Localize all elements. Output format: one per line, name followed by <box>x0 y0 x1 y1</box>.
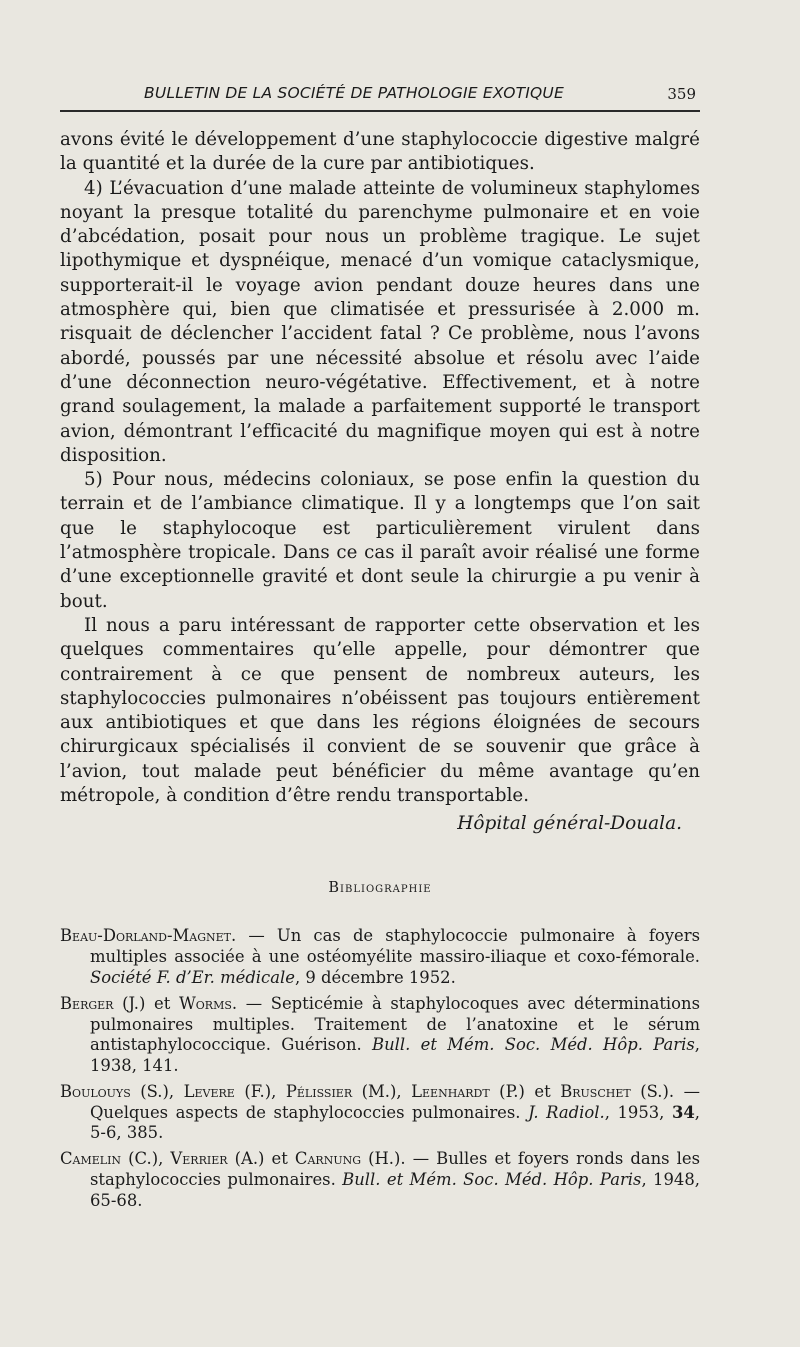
reference-author-initials: (M.), <box>352 1081 412 1101</box>
reference-author-initials: (J.) et <box>113 993 179 1013</box>
reference-title: — Septicémie à staphylocoques avec déterminations pulmonaires multiples. Traitement de l’anatoxine et le sérum antistaphylococcique. Guérison. <box>90 993 701 1055</box>
paragraph-4-evacuation: 4) L’évacuation d’une malade atteinte de volumineux staphylomes noyant la presque totalité du parenchyme pulmonaire et en voie d’abcédation, posait pour nous un problème tragique. Le sujet lipothymique et dyspnéique, menacé d’un vomique cataclysmique, supporterait-il le voyage avion pendant douze heures dans une atmosphère qui, bien que climatisée et pressurisée à 2.000 m. risquait de déclencher l’accident fatal ? Ce problème, nous l’avons abordé, poussés par une nécessité absolue et résolu avec l’aide d’une déconnection neuro-végétative. Effectivement, et à notre grand soulagement, la malade a parfaitement supporté le transport avion, démontrant l’efficacité du magnifique moyen qui est à notre disposition. <box>60 177 700 466</box>
reference-authors: Worms. <box>178 993 238 1013</box>
reference-title: — Quelques aspects de staphylococcies pulmonaires. <box>90 1081 700 1122</box>
reference-author-initials: (F.), <box>234 1081 286 1101</box>
reference-source: Bull. et Mém. Soc. Méd. Hôp. Paris <box>342 1170 642 1190</box>
reference-author-initials: (S.), <box>130 1081 184 1101</box>
reference-details: , 9 décembre 1952. <box>294 967 456 987</box>
reference-title: — Bulles et foyers ronds dans les staphylococcies pulmonaires. <box>90 1149 701 1190</box>
reference-authors: Carnung <box>294 1149 361 1169</box>
paragraph-conclusion: Il nous a paru intéressant de rapporter cette observation et les quelques commentaires qu’elle appelle, pour démontrer que contrairement à ce que pensent de nombreux auteurs, les staphylococcies pulmonaires n’obéissent pas toujours entièrement aux antibiotiques et que dans les régions éloignées de secours chirurgicaux spécialisés il convient de se souvenir que grâce à l’avion, tout malade peut bénéficier du même avantage qu’en métropole, à condition d’être rendu transportable. <box>60 614 700 807</box>
reference-authors: Verrier <box>170 1149 228 1169</box>
reference-author-initials: (P.) et <box>489 1081 561 1101</box>
reference-item <box>60 926 700 988</box>
reference-item <box>60 1149 700 1211</box>
reference-authors: Beau-Dorland-Magnet. <box>60 926 237 946</box>
reference-authors: Boulouys <box>60 1081 131 1101</box>
reference-source: J. Radiol. <box>528 1102 605 1122</box>
article-body <box>60 128 700 808</box>
reference-details: , 1938, 141. <box>90 1035 700 1076</box>
reference-details: , 5-6, 385. <box>90 1102 700 1143</box>
paragraph-continued: avons évité le développement d’une staphylococcie digestive malgré la quantité et la durée de la cure par antibiotiques. <box>60 129 700 175</box>
paragraph-5-terrain: 5) Pour nous, médecins coloniaux, se pose enfin la question du terrain et de l’ambiance climatique. Il y a longtemps que l’on sait que le staphylocoque est particulièrement virulent dans l’atmosphère tropicale. Dans ce cas il paraît avoir réalisé une forme d’une exceptionnelle gravité et dont seule la chirurgie a pu venir à bout. <box>60 469 700 612</box>
reference-authors: Camelin <box>60 1149 122 1169</box>
reference-volume: 34 <box>671 1102 695 1122</box>
reference-authors: Berger <box>60 993 114 1013</box>
journal-title: BULLETIN DE LA SOCIÉTÉ DE PATHOLOGIE EXOTIQUE <box>144 84 564 102</box>
reference-authors: Bruschet <box>560 1081 631 1101</box>
reference-source: Société F. d’Er. médicale <box>90 967 295 987</box>
page-number: 359 <box>667 85 696 103</box>
reference-authors: Pélissier <box>285 1081 353 1101</box>
reference-item <box>60 1082 700 1144</box>
reference-source: Bull. et Mém. Soc. Méd. Hôp. Paris <box>372 1035 695 1055</box>
affiliation-signature: Hôpital général-Douala. <box>457 813 682 835</box>
running-header <box>60 82 700 112</box>
journal-page <box>60 82 700 1217</box>
reference-item <box>60 994 700 1077</box>
bibliography-list <box>60 926 700 1211</box>
reference-authors: Leenhardt <box>411 1081 490 1101</box>
reference-authors: Levere <box>183 1081 235 1101</box>
reference-author-initials: (H.). <box>361 1149 406 1169</box>
reference-author-initials: (S.). <box>630 1081 675 1101</box>
reference-title: — Un cas de staphylococcie pulmonaire à foyers multiples associée à une ostéomyélite massiro-iliaque et coxo-fémorale. <box>90 926 700 967</box>
reference-details: , 1948, 65-68. <box>90 1170 700 1210</box>
reference-author-initials: (C.), <box>121 1149 171 1169</box>
bibliography-heading: Bibliographie <box>328 880 432 897</box>
reference-details: , 1953, <box>604 1102 672 1122</box>
reference-author-initials: (A.) et <box>227 1149 295 1169</box>
